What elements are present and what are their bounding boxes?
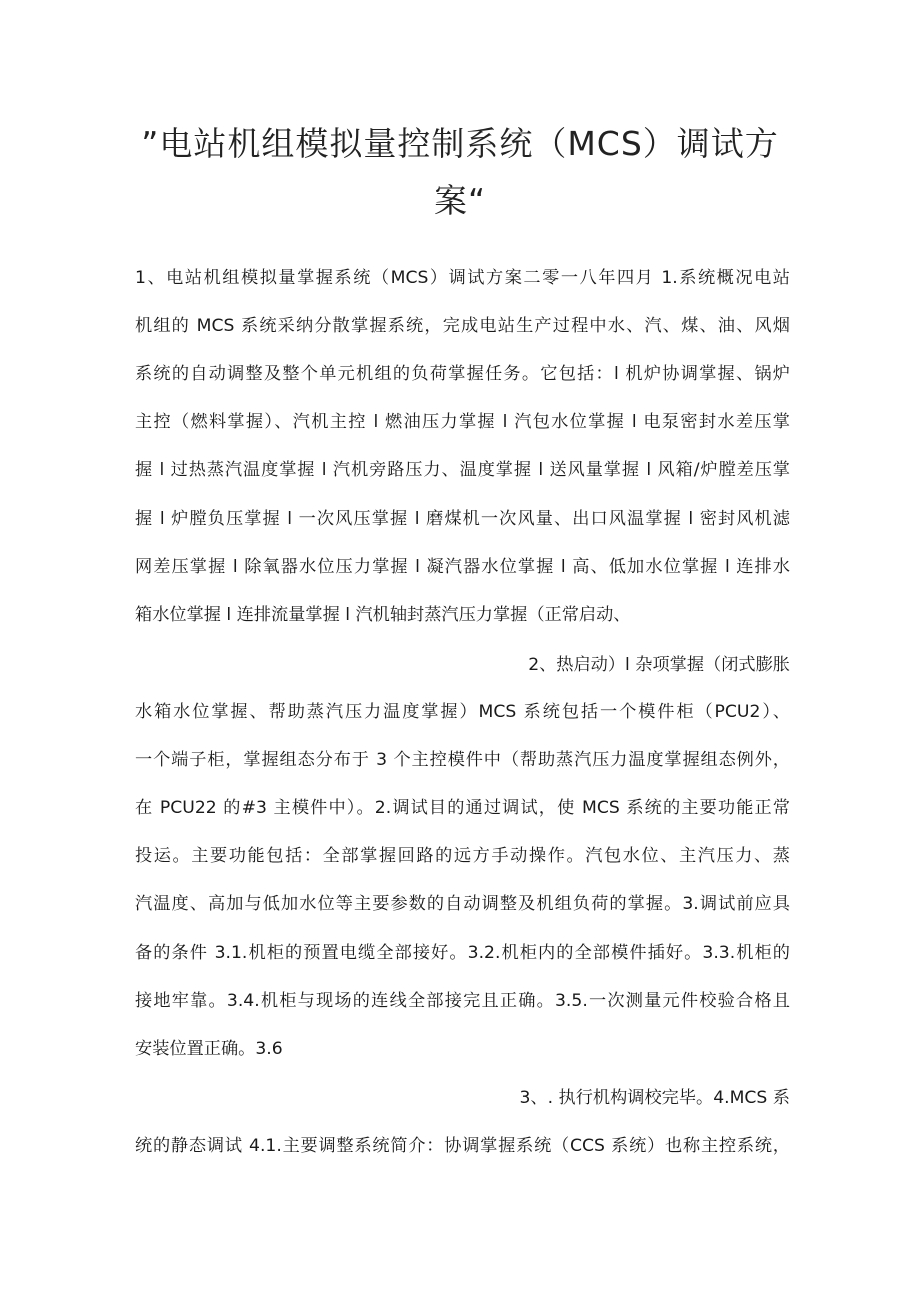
body-line-18: 3、. 执行机构调校完毕。4.MCS 系: [519, 1088, 790, 1108]
body-line-3: 系统的自动调整及整个单元机组的负荷掌握任务。它包括：l 机炉协调掌握、锅炉: [135, 364, 790, 384]
body-line-4: 主控（燃料掌握）、汽机主控 l 燃油压力掌握 l 汽包水位掌握 l 电泵密封水差压掌: [135, 412, 790, 432]
body-line-1: 1、电站机组模拟量掌握系统（MCS）调试方案二零一八年四月 1.系统概况电站: [135, 268, 790, 288]
body-line-19: 统的静态调试 4.1.主要调整系统简介：协调掌握系统（CCS 系统）也称主控系统，: [135, 1136, 790, 1156]
body-line-7: 网差压掌握 l 除氧器水位压力掌握 l 凝汽器水位掌握 l 高、低加水位掌握 l 连排水: [135, 557, 790, 577]
body-line-2: 机组的 MCS 系统采纳分散掌握系统，完成电站生产过程中水、汽、煤、油、风烟: [135, 316, 790, 336]
document-title-line-2: 案“: [433, 181, 487, 220]
body-line-14: 汽温度、高加与低加水位等主要参数的自动调整及机组负荷的掌握。3.调试前应具: [135, 894, 790, 914]
document-title-line-1: ”电站机组模拟量控制系统（MCS）调试方: [141, 124, 779, 163]
body-line-16: 接地牢靠。3.4.机柜与现场的连线全部接完且正确。3.5.一次测量元件校验合格且: [135, 991, 790, 1011]
body-line-17: 安装位置正确。3.6: [135, 1039, 283, 1059]
body-line-8: 箱水位掌握 l 连排流量掌握 l 汽机轴封蒸汽压力掌握（正常启动、: [135, 605, 631, 625]
body-line-11: 一个端子柜，掌握组态分布于 3 个主控模件中（帮助蒸汽压力温度掌握组态例外，: [135, 750, 790, 770]
body-line-9: 2、热启动）l 杂项掌握（闭式膨胀: [528, 655, 790, 675]
body-line-12: 在 PCU22 的#3 主模件中）。2.调试目的通过调试，使 MCS 系统的主要功能正常: [135, 798, 790, 818]
body-line-10: 水箱水位掌握、帮助蒸汽压力温度掌握）MCS 系统包括一个模件柜（PCU2）、: [135, 702, 790, 722]
body-line-15: 备的条件 3.1.机柜的预置电缆全部接好。3.2.机柜内的全部模件插好。3.3.机柜的: [135, 943, 790, 963]
body-line-5: 握 l 过热蒸汽温度掌握 l 汽机旁路压力、温度掌握 l 送风量掌握 l 风箱/炉膛差压掌: [135, 460, 790, 480]
body-line-13: 投运。主要功能包括：全部掌握回路的远方手动操作。汽包水位、主汽压力、蒸: [135, 846, 790, 866]
body-line-6: 握 l 炉膛负压掌握 l 一次风压掌握 l 磨煤机一次风量、出口风温掌握 l 密封风机滤: [135, 509, 790, 529]
